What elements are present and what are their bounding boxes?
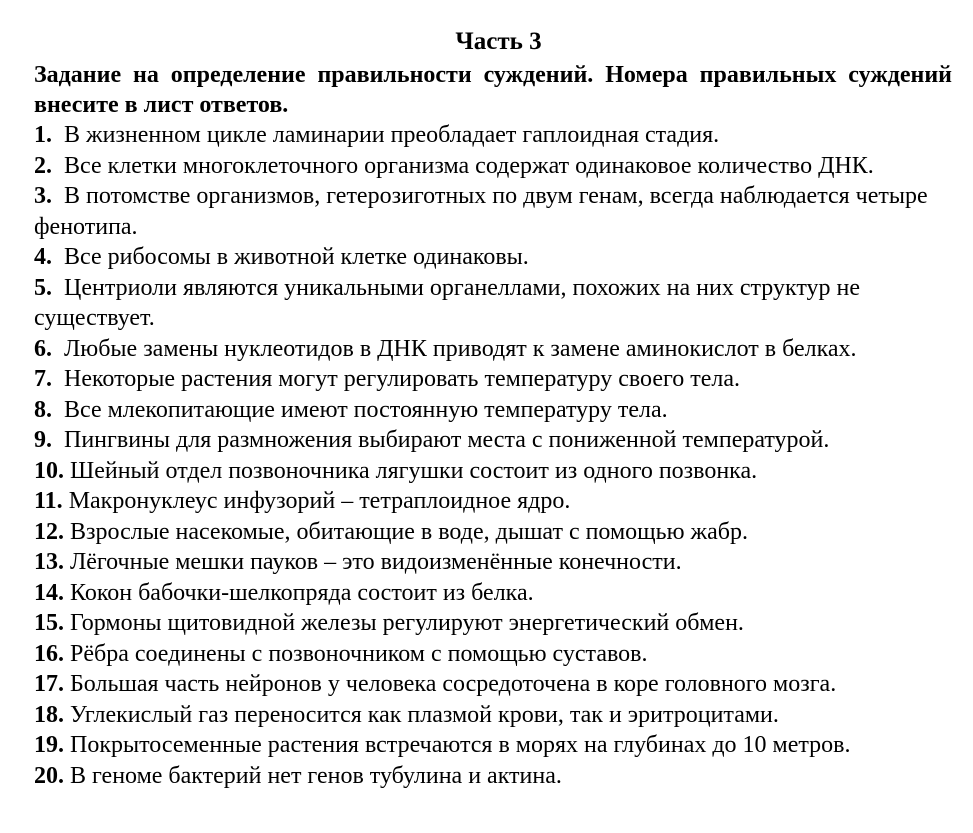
statement-item <box>34 669 959 700</box>
statement-text: Все рибосомы в животной клетке одинаковы. <box>64 244 529 270</box>
statement-item <box>34 181 959 242</box>
statement-text: Все млекопитающие имеют постоянную температуру тела. <box>64 396 668 423</box>
statement-item <box>34 517 959 548</box>
statement-number: 10. <box>34 457 64 484</box>
statement-text: В жизненном цикле ламинарии преобладает гаплоидная стадия. <box>64 122 720 148</box>
statement-number: 4. <box>34 244 52 270</box>
statement-item <box>34 151 959 182</box>
statement-item <box>34 578 959 609</box>
statement-number: 7. <box>34 366 52 392</box>
statement-number: 2. <box>34 152 52 179</box>
statements-list <box>34 120 959 791</box>
statement-number: 6. <box>34 335 52 362</box>
statement-number: 14. <box>34 579 64 606</box>
statement-text: Углекислый газ переносится как плазмой крови, так и эритроцитами. <box>70 701 779 728</box>
statement-text: Макронуклеус инфузорий – тетраплоидное ядро. <box>68 488 571 514</box>
statement-item <box>34 395 959 426</box>
statement-number: 3. <box>34 183 52 209</box>
statement-item <box>34 761 959 792</box>
statement-item <box>34 242 959 273</box>
statement-item <box>34 730 959 761</box>
statement-number: 1. <box>34 122 52 148</box>
statement-number: 16. <box>34 640 64 667</box>
statement-number: 18. <box>34 701 64 728</box>
statement-text: Покрытосеменные растения встречаются в морях на глубинах до 10 метров. <box>70 732 851 758</box>
statement-item <box>34 120 959 151</box>
statement-text: В геноме бактерий нет генов тубулина и актина. <box>70 762 562 789</box>
statement-text: Большая часть нейронов у человека сосредоточена в коре головного мозга. <box>70 671 837 697</box>
part-title: Часть 3 <box>455 28 542 55</box>
statement-text: Шейный отдел позвоночника лягушки состоит из одного позвонка. <box>70 457 758 484</box>
statement-item <box>34 547 959 578</box>
statement-item <box>34 425 959 456</box>
statement-text: Взрослые насекомые, обитающие в воде, дышат с помощью жабр. <box>70 518 748 545</box>
statement-text: В потомстве организмов, гетерозиготных по двум генам, всегда наблюдается четыре фенотипа. <box>34 183 928 240</box>
statement-item <box>34 639 959 670</box>
statement-text: Лёгочные мешки пауков – это видоизменённые конечности. <box>70 549 682 575</box>
statement-number: 19. <box>34 732 64 758</box>
statement-number: 12. <box>34 518 64 545</box>
statement-item <box>34 700 959 731</box>
statement-item <box>34 486 959 517</box>
statement-number: 15. <box>34 610 64 636</box>
statement-text: Пингвины для размножения выбирают места с пониженной температурой. <box>64 427 830 453</box>
statement-item <box>34 273 959 334</box>
statement-item <box>34 364 959 395</box>
statement-number: 11. <box>34 488 63 514</box>
task-instructions: Задание на определение правильности суждений. Номера правильных суждений внесите в лист ответов. <box>34 62 952 118</box>
statement-text: Центриоли являются уникальными органеллами, похожих на них структур не существует. <box>34 274 860 331</box>
statement-text: Некоторые растения могут регулировать температуру своего тела. <box>64 366 740 392</box>
statement-number: 13. <box>34 549 64 575</box>
statement-item <box>34 608 959 639</box>
statement-text: Рёбра соединены с позвоночником с помощью суставов. <box>70 640 648 667</box>
statement-item <box>34 334 959 365</box>
statement-text: Кокон бабочки-шелкопряда состоит из белка. <box>70 579 534 606</box>
statement-text: Гормоны щитовидной железы регулируют энергетический обмен. <box>70 610 744 636</box>
statement-text: Любые замены нуклеотидов в ДНК приводят к замене аминокислот в белках. <box>64 335 857 362</box>
statement-number: 9. <box>34 427 52 453</box>
statement-number: 5. <box>34 274 52 301</box>
statement-text: Все клетки многоклеточного организма содержат одинаковое количество ДНК. <box>64 152 874 179</box>
statement-number: 8. <box>34 396 52 423</box>
statement-number: 17. <box>34 671 64 697</box>
statement-number: 20. <box>34 762 64 789</box>
statement-item <box>34 456 959 487</box>
